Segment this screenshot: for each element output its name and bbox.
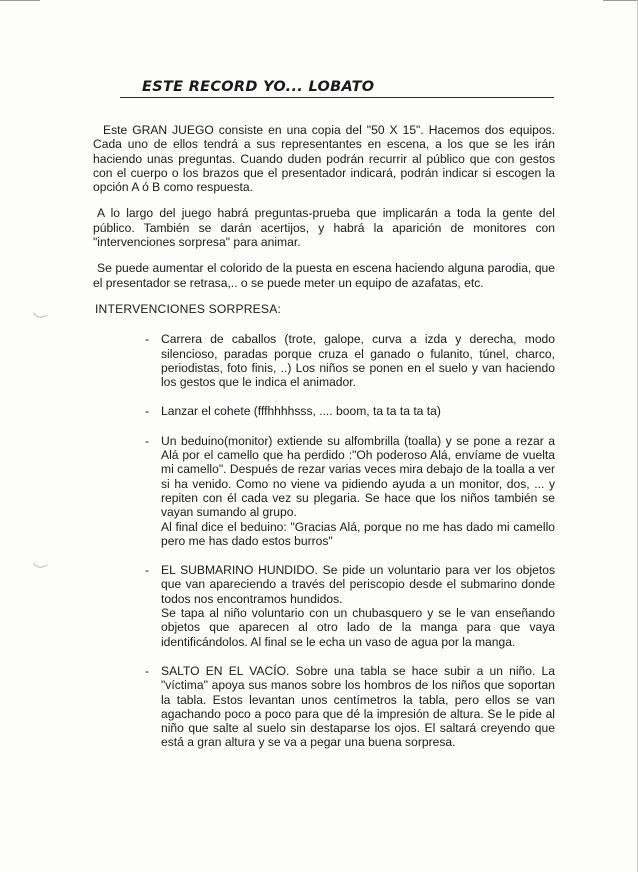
surprise-list [93, 332, 555, 749]
item-text: SALTO EN EL VACÍO. Sobre una tabla se hace subir a un niño. La "víctima" apoya sus manos sobre los hombros de los niños que soportan la tabla. Estos levantan unos centímetros la tabla, pero ellos se van agachando poco a poco para que dé la impresión de altura. Se le pide al niño que salte al suelo sin destaparse los ojos. El saltará creyendo que está a gran altura y se va a pegar una buena sorpresa. [161, 663, 555, 750]
title-underline [120, 97, 554, 98]
margin-mark [33, 308, 48, 320]
bullet-dash: - [145, 563, 150, 578]
document-body [93, 123, 555, 765]
item-text: Se tapa al niño voluntario con un chubasquero y se le van enseñando objetos que aparecen al otro lado de la manga para que vaya identificándolos. Al final se le echa un vaso de agua por la manga. [161, 606, 555, 649]
item-text: Carrera de caballos (trote, galope, curva a izda y derecha, modo silencioso, paradas porque cruza el ganado o fulanito, túnel, charco, periodistas, foto finis, ..) Los niños se ponen en el suelo y van haciendo los gestos que le indica el animador. [161, 332, 555, 390]
page-title: ESTE RECORD YO... LOBATO [142, 79, 375, 95]
item-text: Un beduino(monitor) extiende su alfombrilla (toalla) y se pone a rezar a Alá por el camello que ha perdido :"Oh poderoso Alá, envíame de vuelta mi camello". Después de rezar varias veces mira debajo de la toalla a ver si ha venido. Como no viene va pidiendo ayuda a un monitor, dos, ... y repiten con él cada vez su plegaria. Se hace que los niños también se vayan sumando al grupo. [161, 433, 555, 520]
bullet-dash: - [145, 433, 150, 448]
list-item [93, 664, 555, 750]
rules-paragraph: A lo largo del juego habrá preguntas-prueba que implicarán a toda la gente del público. También se darán acertijos, y habrá la aparición de monitores con "intervenciones sorpresa" para animar. [93, 206, 555, 250]
list-item [93, 563, 555, 649]
scan-edge [603, 0, 638, 1]
page-header [120, 78, 554, 98]
list-item [93, 404, 555, 418]
section-heading: INTERVENCIONES SORPRESA: [95, 301, 282, 316]
list-item [93, 434, 555, 548]
item-text: EL SUBMARINO HUNDIDO. Se pide un voluntario para ver los objetos que van apareciendo a través del periscopio desde el submarino donde todos nos encontramos hundidos. [161, 563, 555, 606]
item-text: Lanzar el cohete (fffhhhhsss, .... boom, ta ta ta ta ta) [161, 404, 441, 419]
list-item [93, 332, 555, 389]
margin-mark [33, 558, 48, 570]
intro-paragraph: Este GRAN JUEGO consiste en una copia del "50 X 15". Hacemos dos equipos. Cada uno de ellos tendrá a sus representantes en escena, a los que se les irán haciendo unas preguntas. Cuando duden podrán recurrir al público que con gestos con el cuerpo o los brazos que el presentador indicará, podrán indicar si escogen la opción A ó B como respuesta. [93, 123, 555, 195]
bullet-dash: - [145, 332, 150, 347]
staging-paragraph: Se puede aumentar el colorido de la puesta en escena haciendo alguna parodia, que el presentador se retrasa,.. o se puede meter un equipo de azafatas, etc. [93, 261, 555, 290]
bullet-dash: - [145, 663, 150, 678]
bullet-dash: - [145, 404, 150, 419]
item-text: Al final dice el beduino: "Gracias Alá, porque no me has dado mi camello pero me has dado estos burros" [161, 519, 555, 548]
scan-edge [0, 0, 40, 1]
